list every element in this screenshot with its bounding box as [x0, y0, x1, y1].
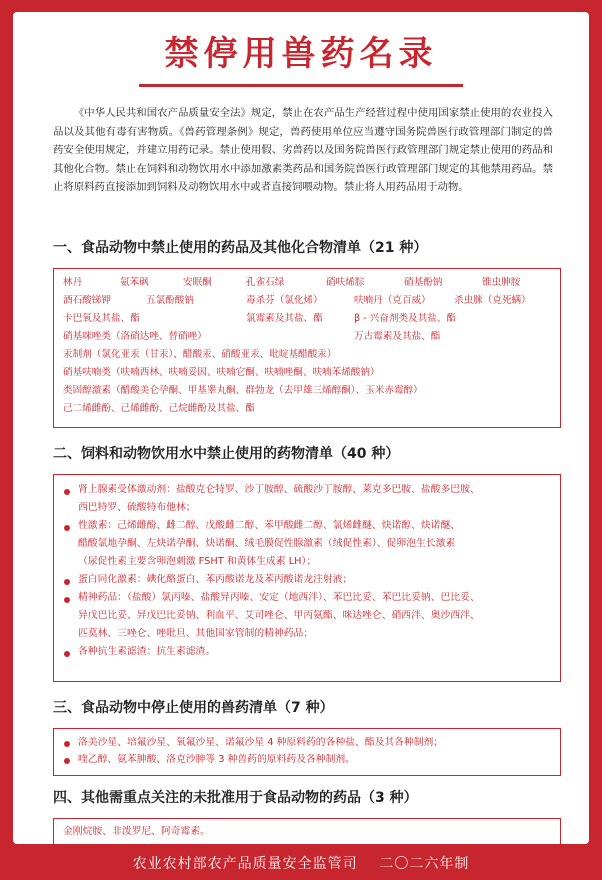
drug-line: （尿促性素主要含卵泡刺激 FSHT 和黄体生成素 LH）；	[78, 556, 317, 567]
drug-line: 西巴特罗、硫酸特布他林；	[78, 502, 196, 513]
drug-item: 五氯酚酸钠	[146, 295, 194, 306]
drug-line: 肾上腺素受体激动剂：盐酸克仑特罗、沙丁胺醇、硫酸沙丁胺醇、莱克多巴胺、盐酸多巴胺、	[78, 484, 480, 495]
section4-box	[53, 818, 561, 846]
section3-title: 三、食品动物中停止使用的兽药清单（7 种）	[53, 700, 334, 716]
drug-line: 喹乙醇、氨苯胂酸、洛克沙胂等 3 种兽药的原料药及各种制剂。	[78, 754, 355, 765]
bullet-icon	[64, 489, 70, 495]
drug-line: 洛美沙星、培氟沙星、氧氟沙星、诺氟沙星 4 种原料药的各种盐、酯及其各种制剂；	[78, 737, 444, 748]
bullet-icon	[64, 651, 70, 657]
section2-title: 二、饲料和动物饮用水中禁止使用的药物清单（40 种）	[53, 446, 400, 462]
drug-item: 硝呋烯腙	[326, 277, 365, 288]
drug-line: 各种抗生素滤渣：抗生素滤渣。	[78, 646, 216, 657]
section3-box	[53, 728, 561, 776]
drug-item: 万古霉素及其盐、酯	[354, 331, 441, 342]
section2-box	[53, 474, 561, 682]
drug-line: 匹莫林、三唑仑、唑吡旦、其他国家管制的精神药品；	[78, 628, 314, 639]
drug-line: 精神药品：（盐酸）氯丙嗪、盐酸异丙嗪、安定（地西泮）、苯巴比妥、苯巴比妥钠、巴比妥、	[78, 592, 480, 603]
title-underline	[139, 84, 463, 87]
bullet-icon	[64, 525, 70, 531]
drug-item: 锥虫胂胺	[482, 277, 521, 288]
drug-item: 毒杀芬（氯化烯）	[246, 295, 323, 306]
page-title: 禁停用兽药名录	[164, 34, 438, 74]
drug-item: 氯霉素及其盐、酯	[246, 313, 323, 324]
drug-item: 安眠酮	[183, 277, 212, 288]
footer-issuer: 农业农村部农产品质量安全监管司 二〇二六年制	[132, 856, 470, 872]
poster-card	[13, 12, 589, 844]
drug-item: 硝基呋喃类（呋喃西林、呋喃妥因、呋喃它酮、呋喃唑酮、呋喃苯烯酸钠）	[63, 367, 380, 378]
drug-line: 异戊巴比妥、异戊巴比妥钠、利血平、艾司唑仑、甲丙氨酯、咪达唑仑、硝西泮、奥沙西泮、	[78, 610, 480, 621]
section4-title: 四、其他需重点关注的未批准用于食品动物的药品（3 种）	[53, 790, 418, 806]
drug-item: 己二烯雌酚、己烯雌酚、己烷雌酚及其盐、酯	[63, 403, 255, 414]
drug-item: 卡巴氧及其盐、酯	[63, 313, 140, 324]
bullet-icon	[64, 579, 70, 585]
intro-paragraph: 《中华人民共和国农产品质量安全法》规定，禁止在农产品生产经营过程中使用国家禁止使用的农业投入品以及其他有毒有害物质。《兽药管理条例》规定，兽药使用单位应当遵守国务院兽医行政管理部门制定的兽药安全使用规定，并建立用药记录。禁止使用假、劣兽药以及国务院兽医行政管理部门规定禁止使用的药品和其他化合物。禁止在饲料和动物饮用水中添加激素类药品和国务院兽医行政管理部门规定的其他禁用药品。禁止将原料药直接添加到饲料及动物饮用水中或者直接饲喂动物。禁止将人用药品用于动物。	[53, 107, 553, 194]
bullet-icon	[64, 597, 70, 603]
drug-item: β - 兴奋剂类及其盐、酯	[354, 313, 457, 324]
drug-line: 醋酸氯地孕酮、左炔诺孕酮、炔诺酮、绒毛膜促性腺激素（绒促性素）、促卵泡生长激素	[78, 538, 456, 549]
drug-item: 硝基酚钠	[404, 277, 443, 288]
bullet-icon	[64, 758, 70, 764]
drug-item: 类固醇激素（醋酸美仑孕酮、甲基睾丸酮、群勃龙（去甲雄三烯醇酮）、玉米赤霉醇）	[63, 385, 423, 396]
drug-item: 孔雀石绿	[246, 277, 285, 288]
drug-line: 蛋白同化激素：碘化酪蛋白、苯丙酸诺龙及苯丙酸诺龙注射液；	[78, 574, 353, 585]
drug-item: 酒石酸锑钾	[63, 295, 111, 306]
drug-item: 呋喃丹（克百威）	[354, 295, 431, 306]
drug-item: 汞制剂（氯化亚汞（甘汞）、醋酸汞、硝酸亚汞、吡啶基醋酸汞）	[63, 349, 337, 360]
drug-item: 氨苯砜	[120, 277, 149, 288]
drug-line: 性激素：己烯雌酚、雌二醇、戊酸雌二醇、苯甲酸雌二醇、氯烯雌醚、炔诺醇、炔诺醚、	[78, 520, 461, 531]
drug-item: 杀虫脒（克死螨）	[454, 295, 531, 306]
drug-item: 林丹	[63, 277, 83, 288]
drug-line: 金刚烷胺、非泼罗尼、阿奇霉素。	[63, 826, 210, 837]
section1-box	[53, 268, 561, 428]
drug-item: 硝基咪唑类（洛硝达唑、替硝唑）	[63, 331, 207, 342]
bullet-icon	[64, 741, 70, 747]
section1-title: 一、食品动物中禁止使用的药品及其他化合物清单（21 种）	[53, 240, 428, 256]
